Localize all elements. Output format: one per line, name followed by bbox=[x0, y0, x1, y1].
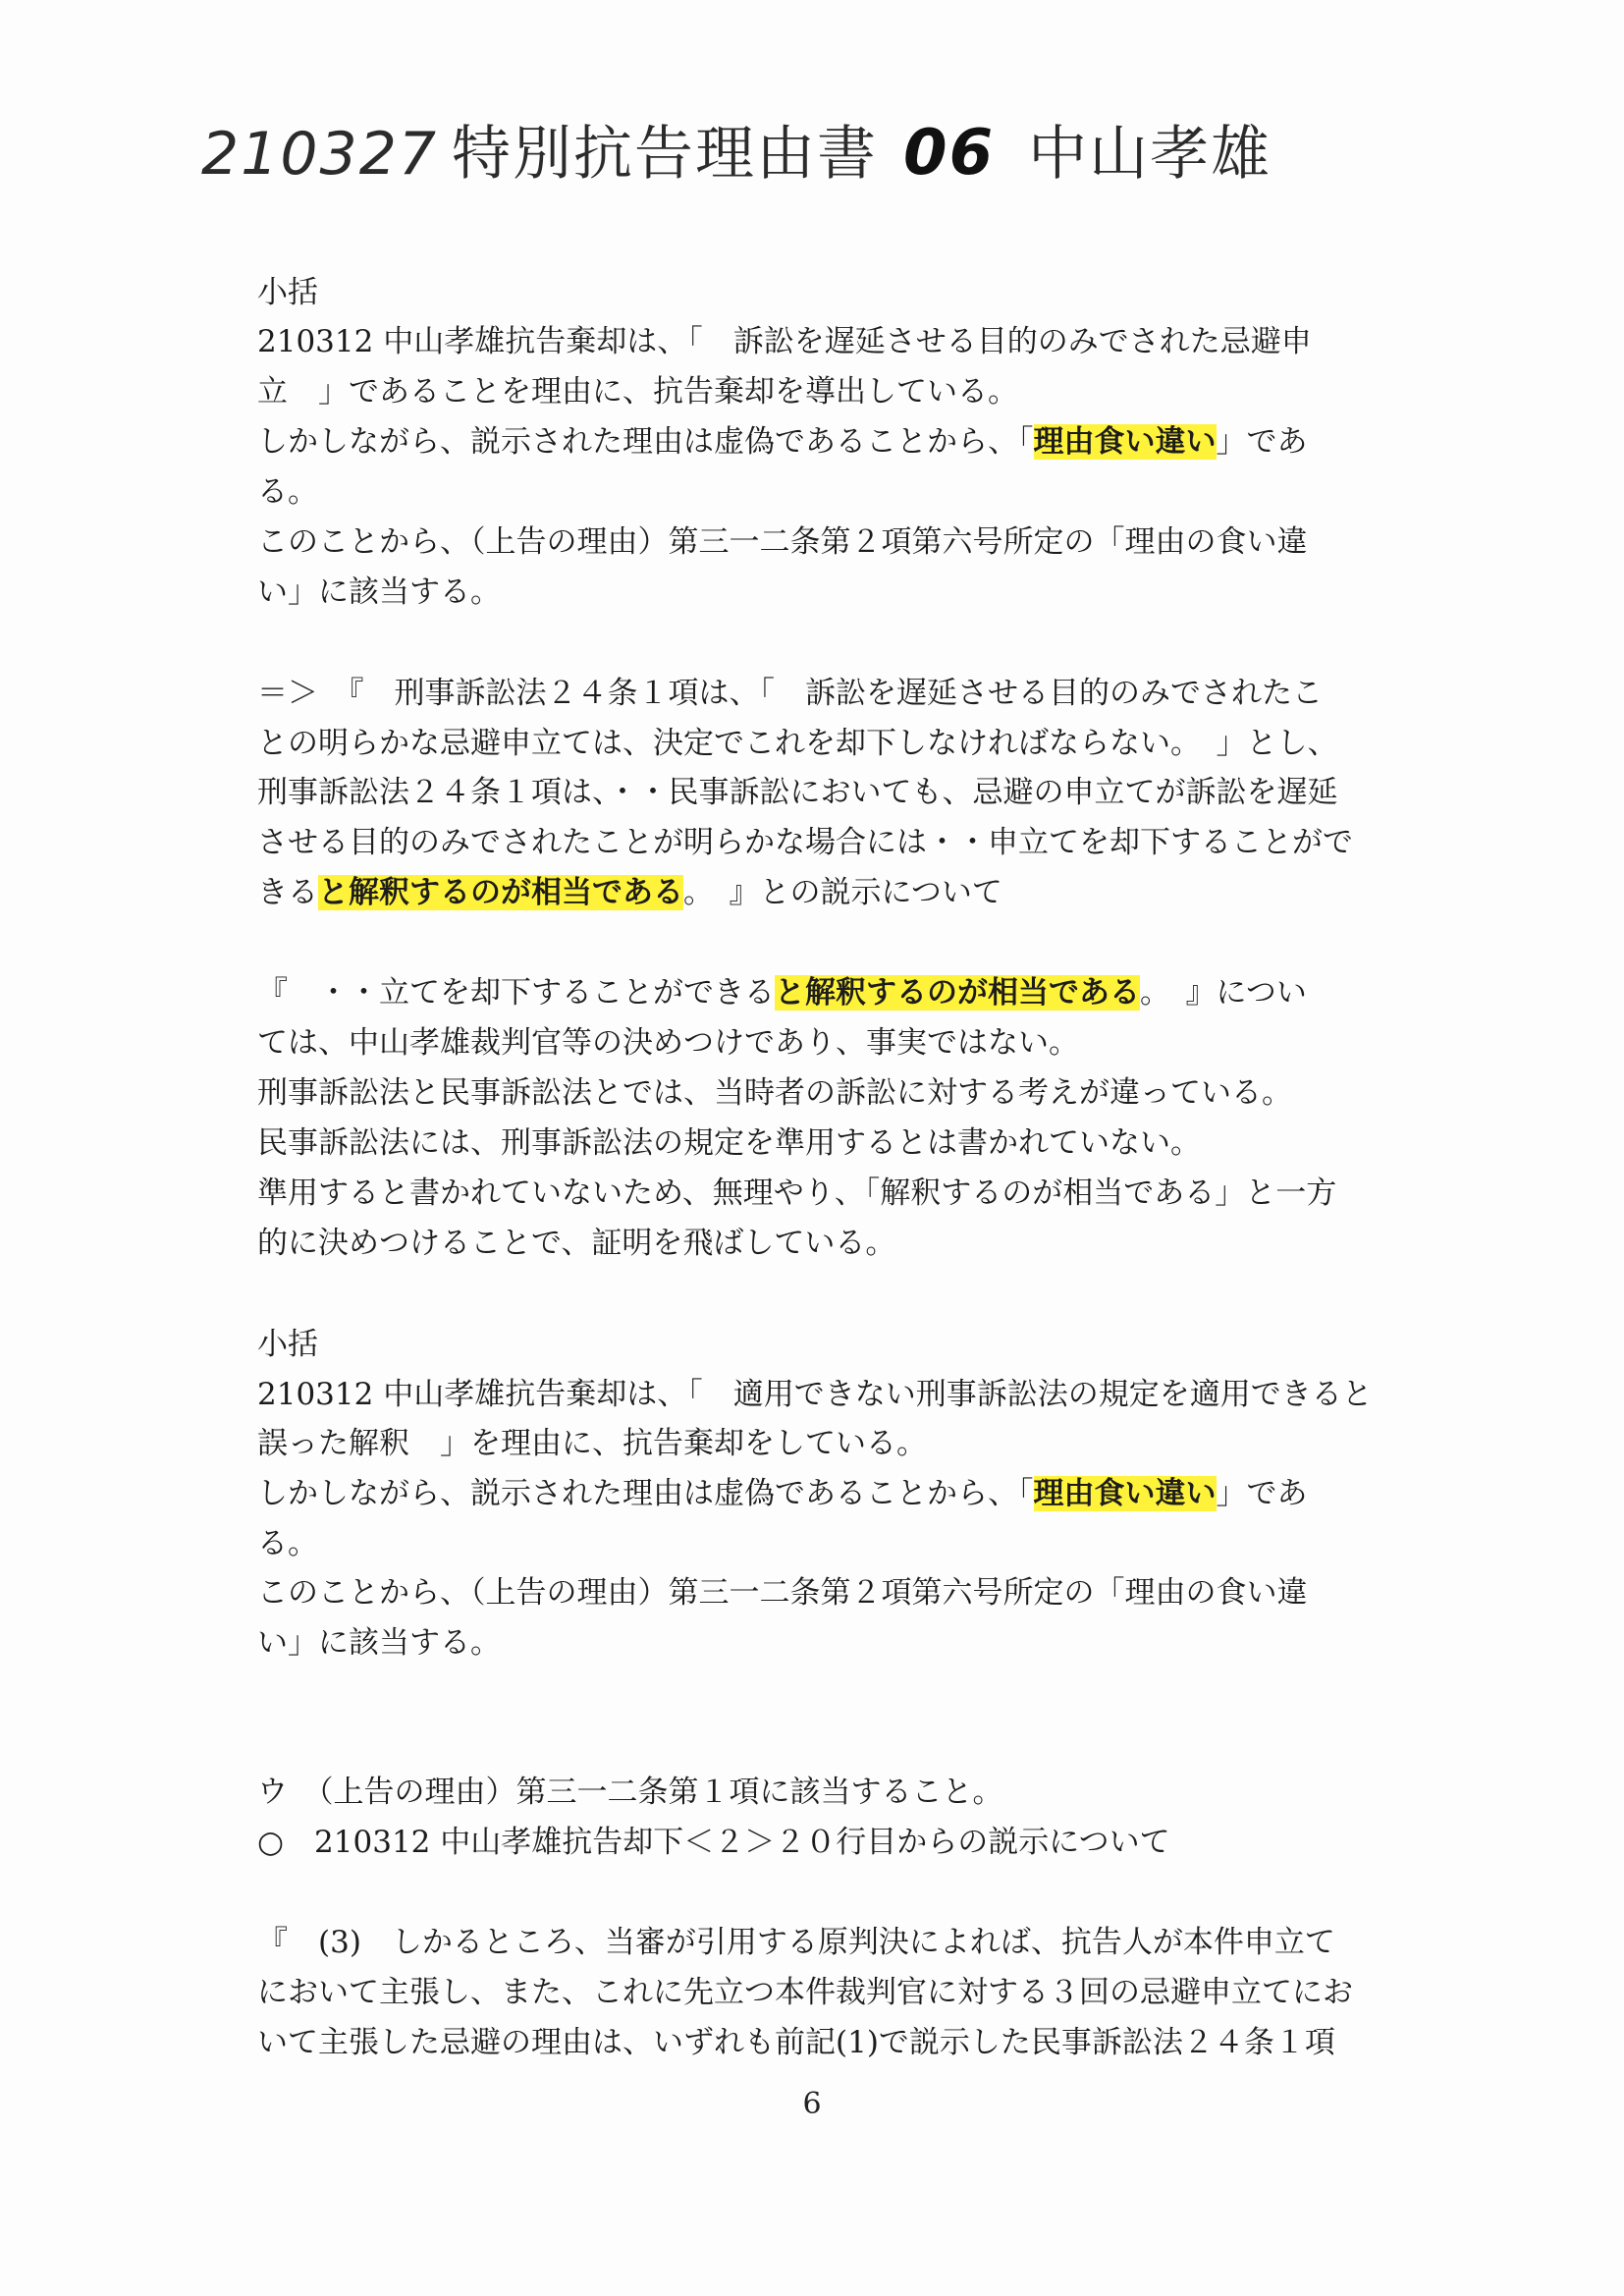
line-text: 刑事訴訟法と民事訴訟法とでは、当時者の訴訟に対する考えが違っている。 bbox=[257, 1075, 1292, 1111]
text-line bbox=[257, 2023, 1335, 2062]
text-line bbox=[257, 1325, 318, 1364]
line-text: ては、中山孝雄裁判官等の決めつけであり、事実ではない。 bbox=[257, 1025, 1079, 1061]
text-line bbox=[257, 1023, 1079, 1063]
text-line bbox=[257, 773, 1338, 812]
line-text: 刑事訴訟法２４条１項は、・・民事訴訟においても、忌避の申立てが訴訟を遅延 bbox=[257, 775, 1338, 810]
text-line bbox=[257, 1573, 1308, 1613]
text-line bbox=[257, 1623, 501, 1663]
text-line bbox=[257, 273, 318, 312]
text-line bbox=[257, 1375, 1373, 1414]
highlighted-text: と解釈するのが相当である bbox=[318, 875, 683, 910]
header-document-type: 特別抗告理由書 bbox=[452, 120, 879, 189]
text-line bbox=[257, 674, 1323, 713]
text-line bbox=[257, 873, 1002, 912]
text-line bbox=[257, 1224, 895, 1263]
text-line bbox=[257, 1823, 1170, 1862]
text-line bbox=[257, 1474, 1308, 1513]
line-text: い」に該当する。 bbox=[257, 574, 501, 610]
text-line bbox=[257, 1073, 1292, 1113]
header-date-code: 210327 bbox=[201, 120, 439, 189]
line-text: 210312 中山孝雄抗告棄却は、「 訴訟を遅延させる目的のみでされた忌避申 bbox=[257, 324, 1312, 359]
line-text: 『 ・・立てを却下することができる bbox=[257, 975, 775, 1011]
line-text: において主張し、また、これに先立つ本件裁判官に対する３回の忌避申立てにお bbox=[257, 1975, 1353, 2010]
text-line bbox=[257, 1923, 1335, 1962]
line-text: しかしながら、説示された理由は虚偽であることから、「 bbox=[257, 424, 1034, 460]
text-line bbox=[257, 372, 1018, 411]
text-line bbox=[257, 1174, 1336, 1213]
line-text: 」であ bbox=[1216, 424, 1308, 460]
text-line bbox=[257, 422, 1308, 462]
highlighted-text: と解釈するのが相当である bbox=[775, 975, 1140, 1011]
text-line bbox=[257, 823, 1353, 862]
line-text: 」であ bbox=[1216, 1476, 1308, 1511]
line-text: 。 』との説示について bbox=[683, 875, 1002, 910]
line-text: 210312 中山孝雄抗告棄却は、「 適用できない刑事訴訟法の規定を適用できると bbox=[257, 1377, 1373, 1412]
line-text: との明らかな忌避申立ては、決定でこれを却下しなければならない。 」とし、 bbox=[257, 726, 1338, 761]
line-text: 『 (3) しかるところ、当審が引用する原判決によれば、抗告人が本件申立て bbox=[257, 1925, 1335, 1960]
line-text: る。 bbox=[257, 1526, 318, 1561]
line-text: しかしながら、説示された理由は虚偽であることから、「 bbox=[257, 1476, 1034, 1511]
line-text: 誤った解釈 」を理由に、抗告棄却をしている。 bbox=[257, 1426, 927, 1461]
line-text: 民事訴訟法には、刑事訴訟法の規定を準用するとは書かれていない。 bbox=[257, 1125, 1201, 1161]
line-text: い」に該当する。 bbox=[257, 1625, 501, 1661]
text-line bbox=[257, 1973, 1353, 2012]
line-text: ウ （上告の理由）第三一二条第１項に該当すること。 bbox=[257, 1775, 1003, 1810]
line-text: このことから、（上告の理由）第三一二条第２項第六号所定の「理由の食い違 bbox=[257, 1575, 1308, 1611]
line-text: ○ 210312 中山孝雄抗告却下＜２＞２０行目からの説示について bbox=[257, 1825, 1170, 1860]
page-number: 6 bbox=[802, 2087, 822, 2121]
line-text: 的に決めつけることで、証明を飛ばしている。 bbox=[257, 1226, 896, 1261]
text-line bbox=[257, 1524, 318, 1563]
header-person-name: 中山孝雄 bbox=[1028, 120, 1272, 189]
text-line bbox=[257, 573, 501, 612]
line-text: させる目的のみでされたことが明らかな場合には・・申立てを却下することがで bbox=[257, 825, 1353, 860]
line-text: ＝＞ 『 刑事訴訟法２４条１項は、「 訴訟を遅延させる目的のみでされたこ bbox=[257, 676, 1323, 711]
text-line bbox=[257, 522, 1308, 562]
text-line bbox=[257, 322, 1312, 361]
line-text: きる bbox=[257, 875, 318, 910]
text-line bbox=[257, 1123, 1201, 1163]
line-text: る。 bbox=[257, 474, 318, 510]
line-text: 小括 bbox=[257, 1327, 318, 1362]
text-line bbox=[257, 1424, 927, 1463]
line-text: 準用すると書かれていないため、無理やり、「解釈するのが相当である」と一方 bbox=[257, 1175, 1337, 1211]
document-body bbox=[257, 0, 1435, 2296]
line-text: 。 』につい bbox=[1140, 975, 1307, 1011]
highlighted-text: 理由食い違い bbox=[1033, 424, 1217, 460]
text-line bbox=[257, 472, 318, 512]
line-text: いて主張した忌避の理由は、いずれも前記(1)で説示した民事訴訟法２４条１項 bbox=[257, 2025, 1335, 2060]
line-text: 立 」であることを理由に、抗告棄却を導出している。 bbox=[257, 374, 1018, 410]
header-section-number: 06 bbox=[903, 117, 996, 190]
line-text: 小括 bbox=[257, 275, 318, 310]
line-text: このことから、（上告の理由）第三一二条第２項第六号所定の「理由の食い違 bbox=[257, 524, 1308, 560]
text-line bbox=[257, 724, 1338, 763]
text-line bbox=[257, 973, 1307, 1012]
highlighted-text: 理由食い違い bbox=[1033, 1476, 1217, 1511]
text-line bbox=[257, 1773, 1003, 1812]
